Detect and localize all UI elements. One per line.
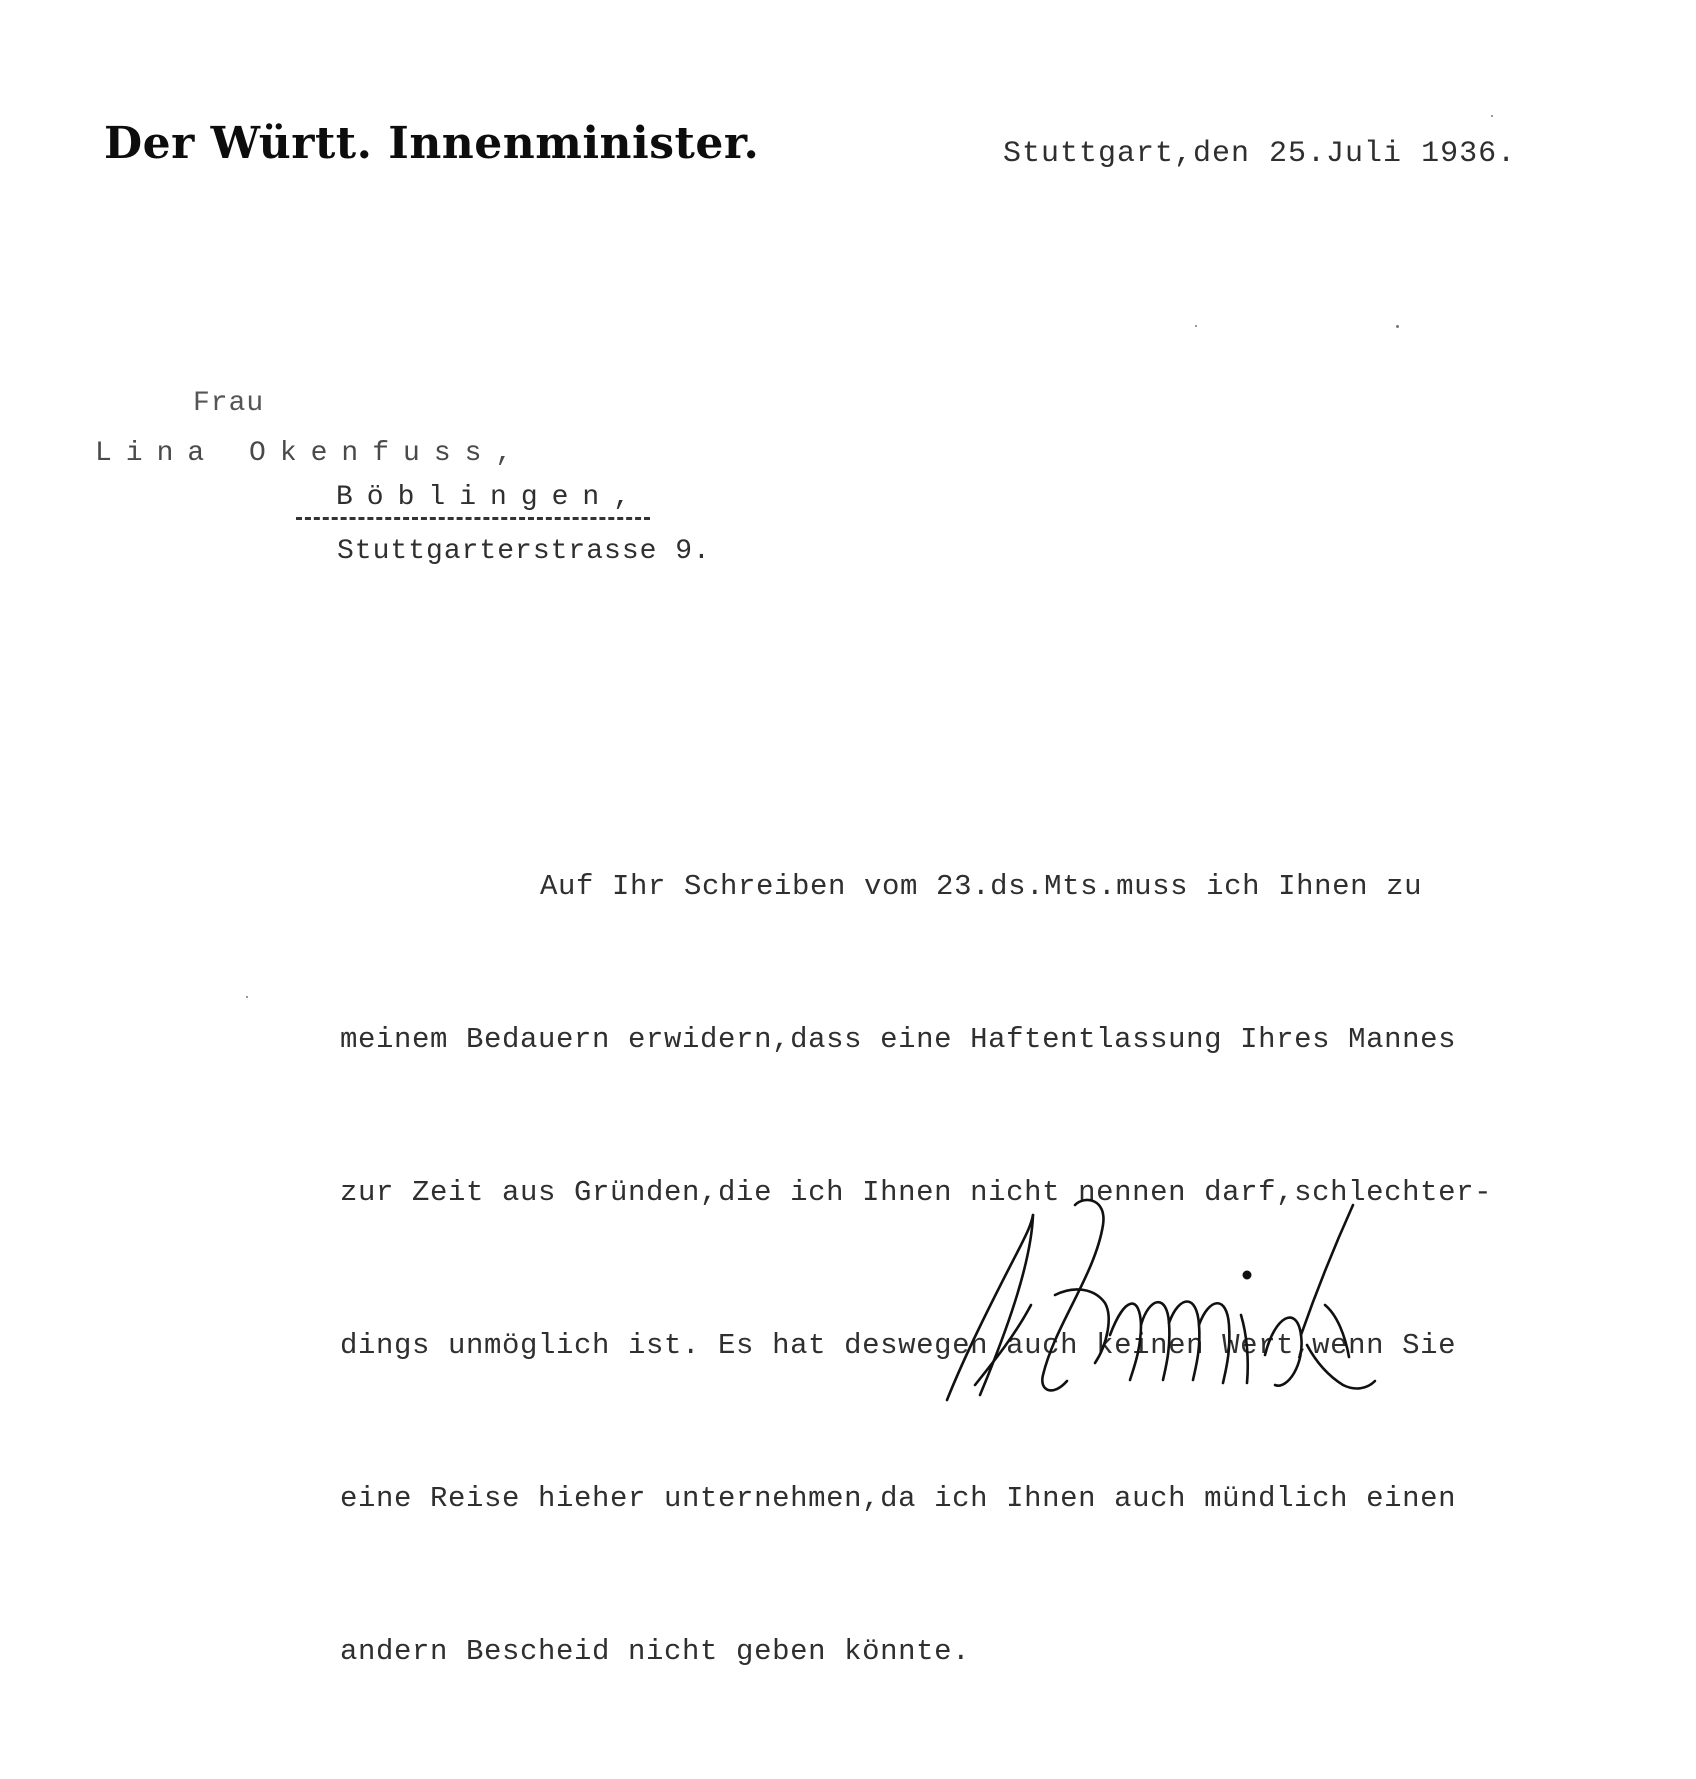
paper-speck bbox=[246, 996, 248, 998]
paper-speck bbox=[1396, 325, 1399, 328]
address-recipient-name: Lina Okenfuss, bbox=[95, 438, 527, 469]
body-line-1: Auf Ihr Schreiben vom 23.ds.Mts.muss ich Ihnen zu bbox=[540, 870, 1423, 903]
body-line-2: meinem Bedauern erwidern,dass eine Haftentlassung Ihres Mannes bbox=[340, 1023, 1457, 1056]
body-line-4: dings unmöglich ist. Es hat deswegen auch keinen Wert,wenn Sie bbox=[340, 1329, 1457, 1362]
body-line-5: eine Reise hieher unternehmen,da ich Ihnen auch mündlich einen bbox=[340, 1482, 1457, 1515]
handwritten-signature bbox=[935, 1185, 1455, 1415]
paper-speck bbox=[1491, 115, 1493, 117]
address-street: Stuttgarterstrasse 9. bbox=[337, 536, 711, 567]
letterhead-title: Der Württ. Innenminister. bbox=[104, 118, 760, 169]
paper-speck bbox=[1195, 325, 1197, 327]
address-salutation: Frau bbox=[193, 388, 265, 419]
address-city: Böblingen, bbox=[296, 482, 650, 520]
date-line: Stuttgart,den 25.Juli 1936. bbox=[1003, 137, 1517, 171]
body-line-6: andern Bescheid nicht geben könnte. bbox=[340, 1635, 971, 1668]
body-line-3: zur Zeit aus Gründen,die ich Ihnen nicht nennen darf,schlechter- bbox=[340, 1176, 1493, 1209]
